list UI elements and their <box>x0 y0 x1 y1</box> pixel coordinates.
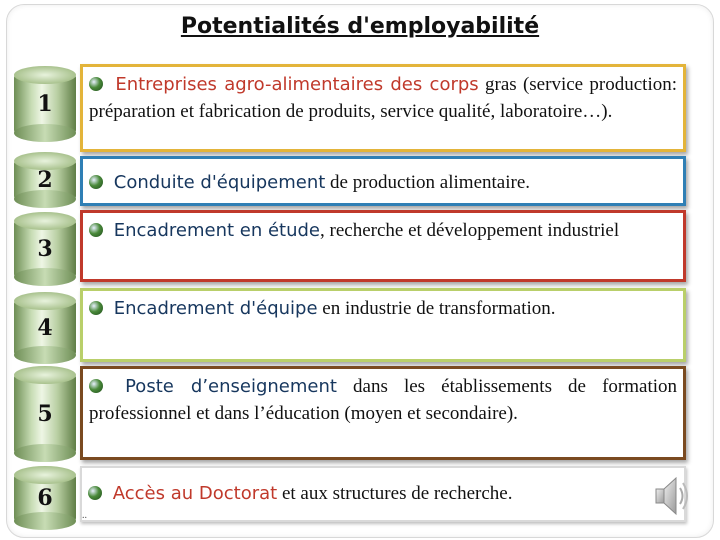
item-number: 6 <box>37 485 53 511</box>
green-sphere-bullet-icon <box>89 301 103 315</box>
item-highlight: Entreprises agro-alimentaires des corps <box>115 74 479 95</box>
item-text: de production alimentaire. <box>325 172 531 193</box>
green-sphere-bullet-icon <box>89 379 103 393</box>
item-text: , recherche et développement industriel <box>320 220 620 241</box>
item-highlight: Accès au Doctorat <box>112 483 278 504</box>
item-number: 4 <box>37 315 53 341</box>
item-box-4 <box>80 288 686 362</box>
item-box-2 <box>80 156 686 206</box>
item-highlight: Encadrement en étude <box>113 220 321 241</box>
green-sphere-bullet-icon <box>89 175 103 189</box>
item-highlight: Conduite d'équipement <box>113 172 326 193</box>
item-box-5 <box>80 366 686 460</box>
number-cylinder-1 <box>14 66 76 142</box>
number-cylinder-6 <box>14 466 76 530</box>
item-number: 5 <box>37 401 53 427</box>
item-text: dans les établissements de formation professionnel et dans l’éducation (moyen et secondaire). <box>89 376 678 424</box>
item-number: 3 <box>37 236 53 262</box>
item-text: en industrie de transformation. <box>317 298 556 319</box>
item-box-6 <box>80 466 686 522</box>
green-sphere-bullet-icon <box>89 77 103 91</box>
item-box-1 <box>80 64 686 152</box>
item-text: gras (service production: préparation et fabrication de produits, service qualité, laboratoire…). <box>89 74 678 122</box>
item-text: et aux structures de recherche. <box>277 483 513 504</box>
footer-dots: .. <box>82 510 87 521</box>
number-cylinder-3 <box>14 212 76 286</box>
item-number: 2 <box>37 167 53 193</box>
number-cylinder-4 <box>14 292 76 364</box>
green-sphere-bullet-icon <box>89 223 103 237</box>
item-highlight: Encadrement d'équipe <box>113 298 318 319</box>
item-highlight: Poste d’enseignement <box>125 376 337 397</box>
slide-title: Potentialités d'employabilité <box>180 14 540 39</box>
item-number: 1 <box>37 91 53 117</box>
green-sphere-bullet-icon <box>88 486 102 500</box>
number-cylinder-2 <box>14 152 76 208</box>
item-box-3 <box>80 210 686 282</box>
number-cylinder-5 <box>14 366 76 462</box>
speaker-icon[interactable] <box>654 472 690 520</box>
